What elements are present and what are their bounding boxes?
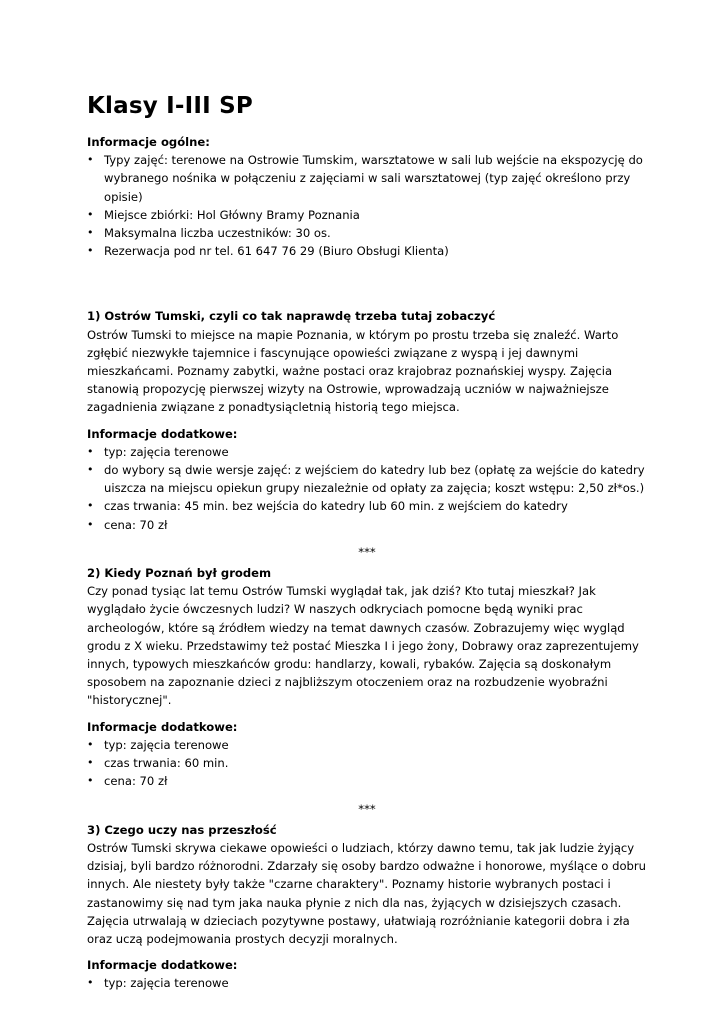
- additional-info-list: [87, 736, 647, 791]
- list-item: [87, 461, 647, 497]
- additional-info-list: [87, 974, 647, 992]
- bullet-icon: •: [87, 463, 94, 477]
- list-item-text: cena: 70 zł: [104, 774, 168, 789]
- section-3: [87, 821, 647, 993]
- list-item: [87, 206, 647, 224]
- bullet-icon: •: [87, 444, 94, 458]
- bullet-icon: •: [87, 244, 94, 258]
- section-title: 3) Czego uczy nas przeszłość: [87, 822, 277, 837]
- list-item-text: typ: zajęcia terenowe: [104, 444, 229, 459]
- list-item: [87, 151, 647, 206]
- bullet-icon: •: [87, 737, 94, 751]
- section-separator: ***: [358, 801, 376, 816]
- bullet-icon: •: [87, 756, 94, 770]
- additional-info-heading: Informacje dodatkowe:: [87, 958, 238, 973]
- general-info-list: [87, 151, 647, 260]
- bullet-icon: •: [87, 207, 94, 221]
- list-item: [87, 242, 647, 260]
- section-spacer: [87, 260, 647, 307]
- list-item: [87, 516, 647, 534]
- list-item: [87, 974, 647, 992]
- list-item: [87, 443, 647, 461]
- list-item-text: Typy zajęć: terenowe na Ostrowie Tumskim, warsztatowe w sali lub wejście na ekspozycję do wybranego nośnika w połączeniu z zajęciami w sali warsztatowej (typ zajęć określono przy opisie): [104, 153, 643, 204]
- bullet-icon: •: [87, 226, 94, 240]
- list-item: [87, 497, 647, 515]
- section-2: [87, 564, 647, 790]
- additional-info-heading: Informacje dodatkowe:: [87, 426, 238, 441]
- section-body: Ostrów Tumski skrywa ciekawe opowieści o ludziach, którzy dawno temu, tak jak ludzie żyjący dzisiaj, byli bardzo różnorodni. Zdarzały się osoby bardzo odważne i honorowe, myślące o dobru innych. Ale niestety były także "czarne charaktery". Poznamy historie wybranych postaci i zastanowimy się nad tym jaka nauka płynie z nich dla nas, żyjących w dzisiejszych czasach. Zajęcia utrwalają w dzieciach pozytywne postawy, ułatwiają rozróżnianie kategorii dobra i zła oraz uczą podejmowania prostych decyzji moralnych.: [87, 840, 647, 946]
- list-item: [87, 224, 647, 242]
- section-body: Ostrów Tumski to miejsce na mapie Poznania, w którym po prostu trzeba się znaleźć. Warto zgłębić niezwykłe tajemnice i fascynujące opowieści związane z wyspą i jej dawnymi mieszkańcami. Poznamy zabytki, ważne postaci oraz krajobraz poznańskiej wyspy. Zajęcia stanowią propozycję pierwszej wizyty na Ostrowie, wprowadzają uczniów w najważniejsze zagadnienia związane z ponadtysiącletnią historią tego miejsca.: [87, 327, 619, 415]
- list-item-text: Miejsce zbiórki: Hol Główny Bramy Poznania: [104, 207, 360, 222]
- list-item-text: cena: 70 zł: [104, 517, 168, 532]
- list-item-text: Maksymalna liczba uczestników: 30 os.: [104, 226, 331, 241]
- bullet-icon: •: [87, 774, 94, 788]
- additional-info-heading: Informacje dodatkowe:: [87, 719, 238, 734]
- section-title: 2) Kiedy Poznań był grodem: [87, 566, 272, 581]
- list-item: [87, 772, 647, 790]
- bullet-icon: •: [87, 499, 94, 513]
- list-item-text: typ: zajęcia terenowe: [104, 737, 229, 752]
- section-1: [87, 307, 647, 533]
- page-title: Klasy I-III SP: [87, 93, 253, 119]
- list-item-text: typ: zajęcia terenowe: [104, 976, 229, 991]
- bullet-icon: •: [87, 517, 94, 531]
- list-item-text: Rezerwacja pod nr tel. 61 647 76 29 (Biuro Obsługi Klienta): [104, 244, 449, 259]
- document-content: [87, 133, 647, 993]
- additional-info-list: [87, 443, 647, 534]
- list-item-text: czas trwania: 45 min. bez wejścia do katedry lub 60 min. z wejściem do katedry: [104, 499, 568, 514]
- list-item-text: do wybory są dwie wersje zajęć: z wejściem do katedry lub bez (opłatę za wejście do katedry uiszcza na miejscu opiekun grupy niezależnie od opłaty za zajęcia; koszt wstępu: 2,50 zł*os.): [104, 463, 645, 496]
- section-title: 1) Ostrów Tumski, czyli co tak naprawdę trzeba tutaj zobaczyć: [87, 309, 496, 324]
- bullet-icon: •: [87, 976, 94, 990]
- list-item-text: czas trwania: 60 min.: [104, 756, 229, 771]
- bullet-icon: •: [87, 153, 94, 167]
- list-item: [87, 754, 647, 772]
- list-item: [87, 736, 647, 754]
- general-info-heading: Informacje ogólne:: [87, 135, 210, 149]
- section-separator: ***: [358, 544, 376, 559]
- section-body: Czy ponad tysiąc lat temu Ostrów Tumski wyglądał tak, jak dziś? Kto tutaj mieszkał? Jak wyglądało życie ówczesnych ludzi? W naszych odkryciach pomocne będą wyniki prac archeologów, które są źródłem wiedzy na temat dawnych czasów. Zobrazujemy więc wygląd grodu z X wieku. Przedstawimy też postać Mieszka I i jego żony, Dobrawy oraz zaprezentujemy innych, typowych mieszkańców grodu: handlarzy, kowali, rybaków. Zajęcia są doskonałym sposobem na zapoznanie dzieci z najbliższym otoczeniem oraz na rozbudzenie wyobraźni "historycznej".: [87, 584, 639, 708]
